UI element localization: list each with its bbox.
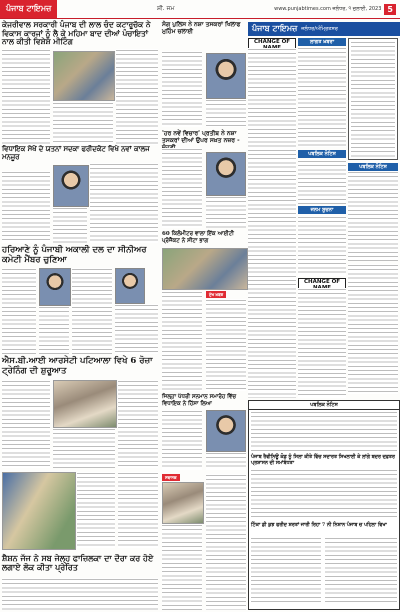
notice-box-1-text [351, 41, 395, 157]
story-9-text-4 [162, 524, 202, 610]
page-number: 5 [384, 4, 396, 15]
story-2-portrait [53, 165, 89, 207]
story-3-text-col3 [72, 268, 112, 354]
headline-4: ਐਸ.ਬੀ.ਆਈ ਆਰਸੇਟੀ ਪਟਿਆਲਾ ਵਿਖੇ 6 ਰੋਜ਼ਾ ਟ੍ਰੇਨਿੰਗ ਦੀ ਸ਼ੁਰੂਆਤ [2, 356, 153, 376]
classifieds-col-2 [298, 38, 346, 398]
story-7-text [162, 148, 202, 228]
story-3-portrait-2 [115, 268, 145, 304]
story-7-text-2 [206, 196, 246, 228]
headline-1: ਕੇਜਰੀਵਾਲ ਸਰਕਾਰੀ ਪੰਜਾਬ ਦੀ ਲਾਲ ਚੰਦ ਕਟਾਰੂਚੱਕ ਨੇ ਵਿਕਾਸ ਕਾਰਜਾਂ ਨੂੰ ਲੈ ਕੇ ਮਹਿਮਾ ਬਾਦ ਦੀਆਂ ਪੰਚਾਇਤਾਂ ਨਾਲ ਕੀਤੀ ਵਿਸ਼ੇਸ਼ ਮੀਟਿੰਗ [2, 20, 151, 46]
story-4-text-col2 [53, 428, 115, 468]
story-3-portrait [39, 268, 71, 306]
story-9-text [162, 410, 202, 470]
right-brand-bar [248, 22, 400, 36]
classifieds-col-2-text-2 [298, 160, 346, 204]
classifieds-col-1-text [248, 48, 296, 398]
story-8-photo [162, 248, 248, 290]
headline-8: 60 ਕਿਲੋਮੀਟਰ ਵਾਲਾ ਇੱਕ ਆਈਟੀ ਪ੍ਰੋਜੈਕਟ ਨੇ ਸੀਟਾ ਭਾਗ [162, 231, 234, 244]
public-notice-text [251, 411, 397, 451]
story-4 [2, 357, 158, 376]
story-9-photo [162, 482, 204, 524]
story-9-text-2 [206, 452, 246, 470]
notice-heading-2: ਪਬਲਿਕ ਨੋਟਿਸ [298, 150, 346, 158]
story-3-body [2, 268, 158, 354]
story-9-body [162, 410, 246, 610]
tag-local-2: ਸਥਾਨਕ [162, 474, 180, 481]
headline-7: 'ਹਰ ਨਵੇਂ ਵਿਚਾਰ' ਪ੍ਰਤੀਬ ਨੇ ਨਸ਼ਾ ਤਸਕਰਾਂ ਦੀਆਂ ਉਪਰ ਸਖ਼ਤ ਨਜ਼ਰ - [162, 130, 240, 144]
story-1 [2, 21, 158, 162]
right-brand-title: ਪੰਜਾਬ ਟਾਇਮਜ਼ [252, 24, 298, 33]
story-6-portrait [206, 53, 246, 99]
classifieds-col-2-text-4 [298, 288, 346, 398]
headline-3: ਹਰਿਆਣੇ ਨੂੰ ਪੰਜਾਬੀ ਅਕਾਲੀ ਦਲ ਦਾ ਸੀਨੀਅਰ ਕਮੇਟੀ ਮੈਂਬਰ ਚੁਣਿਆ [2, 245, 147, 265]
story-4-photo [53, 380, 117, 428]
story-5-text [2, 578, 158, 610]
bottom-right-text-3 [325, 537, 397, 605]
header-divider [0, 18, 400, 19]
story-2-text-col1 [2, 171, 50, 243]
story-8-text-2 [206, 299, 246, 391]
top-right-info [274, 4, 400, 15]
headline-5: ਸ਼ੈਸ਼ਨ ਜੱਜ ਨੇ ਸਬ ਜੇਲ੍ਹ ਫਾਜ਼ਿਲਕਾ ਦਾ ਦੌਰਾ ਕਰ ਹੋਏ ਲਗਾਏ ਲੋਕ ਕੀਤਾ ਪ੍ਰੇਰਿਤ [2, 553, 154, 572]
story-1-text-col2 [53, 102, 113, 145]
notice-heading-4: ਪਬਲਿਕ ਨੋਟਿਸ [348, 163, 398, 171]
story-8-text [162, 291, 202, 391]
classifieds-col-2-text-1 [298, 47, 346, 147]
story-6-body [162, 51, 246, 127]
classifieds-col-1 [248, 38, 296, 398]
classifieds-col-3-text-2 [348, 264, 398, 394]
story-6-text [162, 51, 202, 127]
story-8 [162, 231, 246, 244]
story-2-text-col3 [90, 163, 158, 243]
story-6 [162, 21, 246, 49]
public-notice-block [248, 400, 400, 610]
story-2 [2, 163, 158, 243]
story-4-photo-2 [2, 472, 76, 550]
story-6-text-2 [206, 99, 246, 127]
bottom-right-headline-1: ਪੰਜਾਬ ਰੈਵੀਨਿਊ ਕੋਡ ਨੂੰ ਸਿਲਾ ਕੀਤੇ ਵਿੱਚ ਸਦਾਰਤ ਸਿਖਲਾਈ ਕੇ ਲਾਂਗੇ ਬਦਰ ਦਫ਼ਤਰ ਪ੍ਰਸ਼ਾਸਨ ਦੀ ਸਮਾਂਬੱਧਤਾ [251, 454, 395, 466]
story-4-body [2, 380, 158, 550]
story-9 [162, 394, 246, 408]
story-3-text-col4 [115, 304, 158, 354]
story-5 [2, 554, 158, 572]
story-8-body [162, 291, 246, 391]
story-3-text-col1 [2, 268, 36, 354]
masthead: ਪੰਜਾਬ ਟਾਇਮਜ਼ [0, 0, 57, 18]
top-center-text: ਸ਼ੀ. ਜਮ [156, 5, 175, 12]
notice-heading-1: ਲਾਗਤ ਖ਼ਬਰਾ [298, 38, 346, 46]
story-7-portrait [206, 152, 246, 196]
bottom-right-headline-2: ਟਿੱਕਾ ਡੀ ਕੁਝ ਫਰੀਦ ਸ਼ਰਤਾਂ ਜਾਰੀ ਰਿਹਾ 7 ਨੀ ਨਿਸ਼ਾਨ ਪੰਜਾਬ ਚ ਪਹਿਲਾ ਵਿਖਾ [251, 522, 387, 528]
headline-6: ਸੋਗ ਪੁਲਿਸ ਨੇ ਨਸ਼ਾ ਤਸਕਰਾਂ ਖਿਲਾਫ ਮੁਹਿੰਮ ਚਲਾਈ [162, 21, 241, 35]
classifieds-col-2-text-3 [298, 216, 346, 276]
story-7-body [162, 148, 246, 228]
date-line: www.punjabtimes.com ਜਲੰਧਰ, ੧ ਜੁਲਾਈ, 2023 [274, 6, 382, 12]
bottom-right-text-1 [251, 469, 397, 519]
change-of-name-heading: CHANGE OF [248, 38, 296, 52]
tag-main: ਮੁੱਖ ਖ਼ਬਰ [206, 291, 226, 298]
story-9-portrait [206, 410, 246, 452]
story-1-photo [53, 51, 115, 101]
story-4-text-col5 [118, 472, 158, 548]
classifieds-col-3-text-1 [348, 171, 398, 261]
story-4-text-col4 [77, 472, 115, 548]
notice-heading-5: ਪਬਲਿਕ ਨੋਟਿਸ [249, 401, 399, 410]
top-bar [0, 0, 400, 18]
bottom-right-text-2 [251, 537, 321, 605]
notice-heading-3: ਜਨਮ ਸੂਚਨਾ [298, 206, 346, 214]
story-4-text-col1 [2, 380, 50, 468]
story-2-text-col2 [53, 207, 87, 243]
story-5-body [2, 578, 158, 610]
change-of-name-heading-2: CHANGE OF [298, 278, 346, 292]
story-1-text-col1 [2, 49, 50, 145]
story-3-text-col2 [39, 306, 69, 354]
headline-2: ਵਿਧਾਇਕ ਸੇਖੋਂ ਦੇ ਯਤਨਾਂ ਸਦਕਾ ਫਰੀਦਕੋਟ ਵਿਖੇ ਨਵਾਂ ਕਾਲਜ ਮਨਜ਼ੂਰ [2, 145, 150, 161]
story-3 [2, 246, 158, 265]
classifieds-col-3 [348, 38, 398, 398]
story-1-text-col3 [116, 49, 158, 145]
headline-9: ਜਿਲ੍ਹਾ ਪੱਧਰੀ ਸਨਮਾਨ ਸਮਾਰੋਹ ਵਿੱਚ ਵਿਧਾਇਕ ਨੇ ਹਿੱਸਾ ਲਿਆ [162, 394, 237, 407]
notice-box-1 [348, 38, 398, 160]
story-7 [162, 130, 246, 146]
story-9-text-3 [206, 474, 246, 610]
story-4-text-col3 [118, 380, 158, 468]
right-brand-sub: ਜਲੰਧਰ/ਅੰਮ੍ਰਿਤਸਰ [301, 26, 338, 32]
